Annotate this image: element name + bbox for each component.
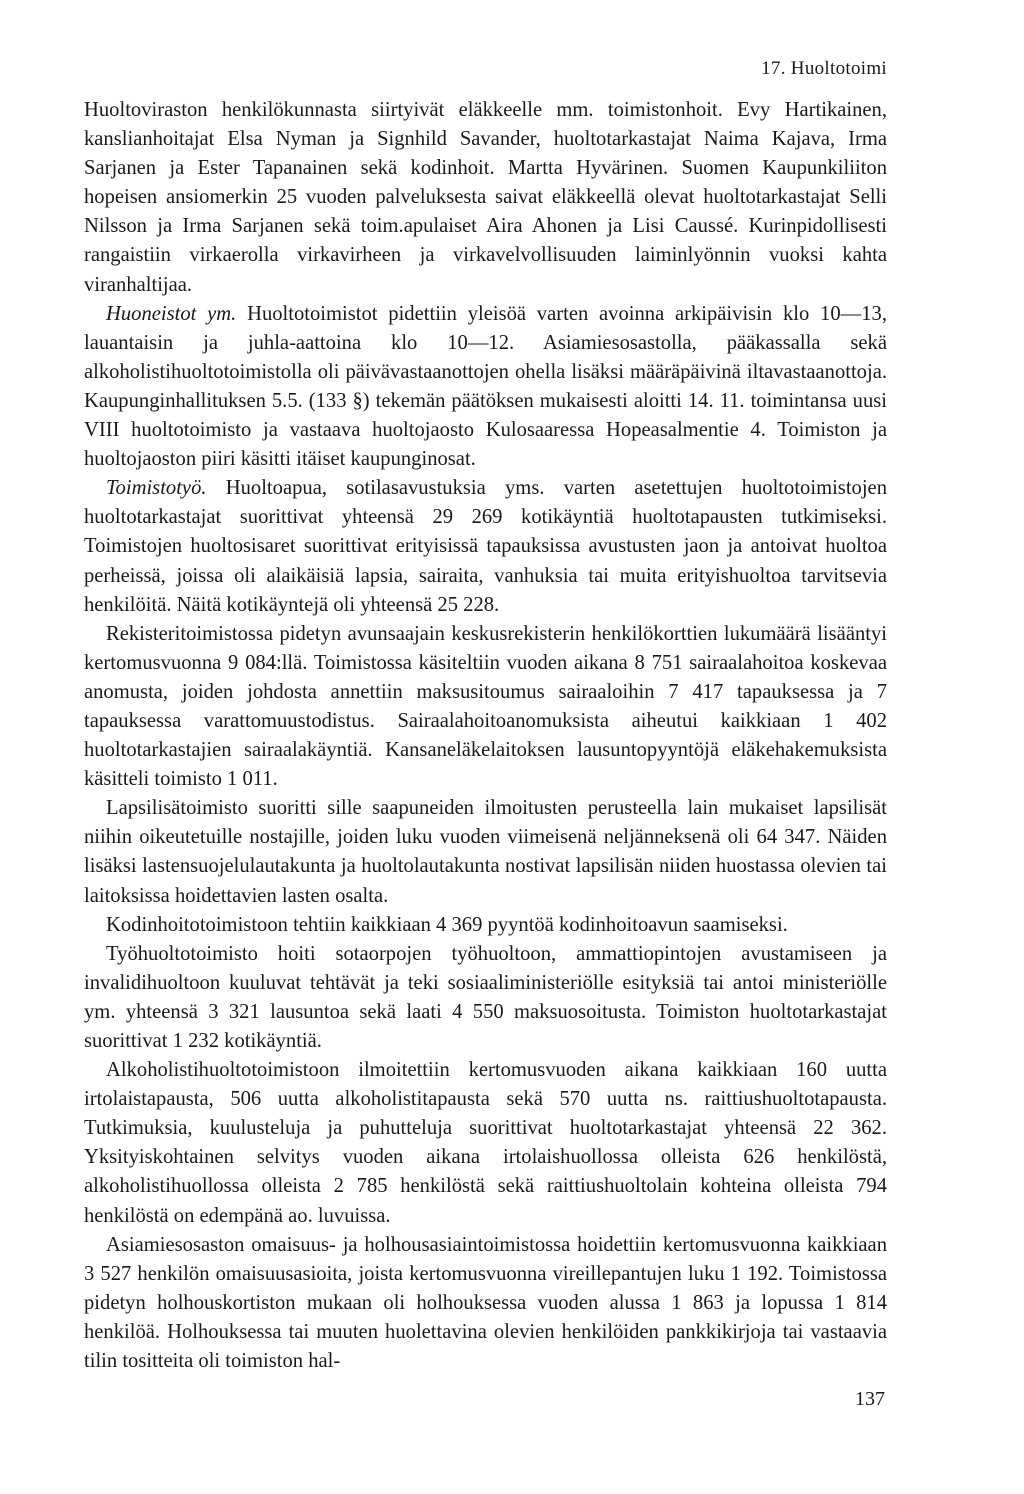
paragraph-text: Rekisteritoimistossa pidetyn avunsaajain keskusrekisterin henkilökorttien lukumäärä lisääntyi kertomusvuonna 9 084:llä. Toimistossa käsiteltiin vuoden aikana 8 751 sairaalahoitoa koskevaa anomusta, joiden johdosta annettiin maksusitoumus sairaaloihin 7 417 tapauksessa ja 7 tapauksessa varattomuustodistus. Sairaalahoitoanomuksista aiheutui kaikkiaan 1 402 huoltotarkastajien sairaalakäyntiä. Kansaneläkelaitoksen lausuntopyyntöjä eläkehakemuksista käsitteli toimisto 1 011. [84,622,887,791]
paragraph-child-allowance [84,794,887,910]
paragraph-text: Huoltotoimistot pidettiin yleisöä varten avoinna arkipäivisin klo 10—13, lauantaisin ja juhla-aattoina klo 10—12. Asiamiesosastolla, pääkassalla sekä alkoholistihuoltotoimistolla oli päivävastaanottojen ohella lisäksi määräpäivinä iltavastaanottoja. Kaupunginhallituksen 5.5. (133 §) tekemän päätöksen mukaisesti aloitti 14. 11. toimintansa uusi VIII huoltotoimisto ja vastaava huoltojaosto Kulosaaressa Hopeasalmentie 4. Toimiston ja huoltojaoston piiri käsitti itäiset kaupunginosat. [84,302,887,471]
paragraph-text: Työhuoltotoimisto hoiti sotaorpojen työhuoltoon, ammattiopintojen avustamiseen ja invalidihuoltoon kuuluvat tehtävät ja teki sosiaaliministeriölle esityksiä tai antoi ministeriölle ym. yhteensä 3 321 lausuntoa sekä laati 4 550 maksuosoitusta. Toimiston huoltotarkastajat suorittivat 1 232 kotikäyntiä. [84,942,887,1052]
paragraph-registry [84,620,887,795]
body-text [84,96,887,1376]
paragraph-text: Huoltoviraston henkilökunnasta siirtyivät eläkkeelle mm. toimistonhoit. Evy Hartikainen, kanslianhoitajat Elsa Nyman ja Signhild Savander, huoltotarkastajat Naima Kajava, Irma Sarjanen ja Ester Tapanainen sekä kodinhoit. Martta Hyvärinen. Suomen Kaupunkiliiton hopeisen ansiomerkin 25 vuoden palveluksesta saivat eläkkeellä olevat huoltotarkastajat Selli Nilsson ja Irma Sarjanen sekä toim.apulaiset Aira Ahonen ja Lisi Caussé. Kurinpidollisesti rangaistiin virkaerolla virkavirheen ja virkavelvollisuuden laiminlyönnin vuoksi kahta viranhaltijaa. [84,99,887,296]
paragraph-text: Huoltoapua, sotilasavustuksia yms. varten asetettujen huoltotoimistojen huoltotarkastajat suorittivat yhteensä 29 269 kotikäyntiä huoltotapausten tutkimiseksi. Toimistojen huoltosisaret suorittivat erityisissä tapauksissa avustusten jaon ja antoivat huoltoa perheissä, joissa oli alaikäisiä lapsia, sairaita, vanhuksia tai muita erityishuoltoa tarvitsevia henkilöitä. Näitä kotikäyntejä oli yhteensä 25 228. [84,477,887,616]
paragraph-work-welfare [84,940,887,1056]
document-page [84,0,887,1494]
running-head: 17. Huoltotoimi [761,58,887,79]
paragraph-staff [84,96,887,300]
paragraph-office-work [84,474,887,619]
paragraph-text: Asiamiesosaston omaisuus- ja holhousasiaintoimistossa hoidettiin kertomusvuonna kaikkiaan 3 527 henkilön omaisuusasioita, joista kertomusvuonna vireillepantujen luku 1 192. Toimistossa pidetyn holhouskortiston mukaan oli holhouksessa vuoden alussa 1 863 ja lopussa 1 814 henkilöä. Holhouksessa tai muuten huolettavina olevien henkilöiden pankkikirjoja tai vastaavia tilin tositteita oli toimiston hal- [84,1233,887,1373]
paragraph-lead: Toimistotyö. [106,477,207,500]
page-number: 137 [855,1388,885,1410]
paragraph-premises [84,300,887,475]
paragraph-guardianship [84,1231,887,1376]
paragraph-home-care [84,911,887,940]
paragraph-text: Alkoholistihuoltotoimistoon ilmoitettiin kertomusvuoden aikana kaikkiaan 160 uutta irtolaistapausta, 506 uutta alkoholistitapausta sekä 570 uutta ns. raittiushuoltotapausta. Tutkimuksia, kuulusteluja ja puhutteluja suorittivat huoltotarkastajat yhteensä 22 362. Yksityiskohtainen selvitys vuoden aikana irtolaishuollossa olleista 626 henkilöstä, alkoholistihuollossa olleista 2 785 henkilöstä sekä raittiushuoltolain kohteina olleista 794 henkilöstä on edempänä ao. luvuissa. [84,1059,887,1227]
paragraph-text: Lapsilisätoimisto suoritti sille saapuneiden ilmoitusten perusteella lain mukaiset lapsilisät niihin oikeutetuille nostajille, joiden luku vuoden viimeisenä neljänneksenä oli 64 347. Näiden lisäksi lastensuojelulautakunta ja huoltolautakunta nostivat lapsilisän niiden huostassa olevien tai laitoksissa hoidettavien lasten osalta. [84,797,887,907]
paragraph-lead: Huoneistot ym. [106,302,237,325]
paragraph-text: Kodinhoitotoimistoon tehtiin kaikkiaan 4 369 pyyntöä kodinhoitoavun saamiseksi. [106,913,788,936]
paragraph-alcoholic-welfare [84,1056,887,1231]
